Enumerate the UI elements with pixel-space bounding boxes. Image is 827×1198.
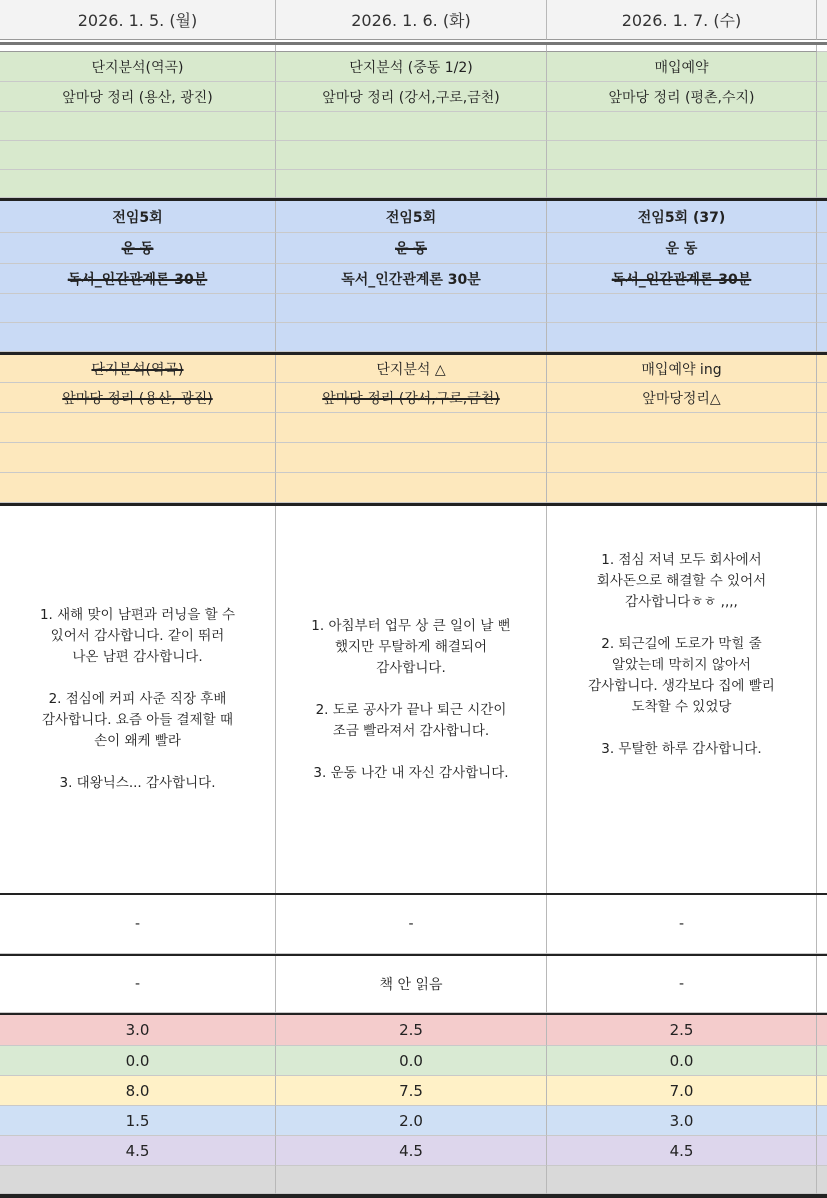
plan-row-empty [0, 112, 827, 141]
hours-cell[interactable]: 3.0 [0, 1015, 276, 1046]
result-cell[interactable]: 단지분석 △ [276, 355, 547, 383]
plan-cell[interactable]: 매입예약 [547, 52, 817, 82]
date-header-row [0, 0, 827, 40]
gratitude-note[interactable]: 1. 아침부터 업무 상 큰 일이 날 뻔 했지만 무탈하게 해결되어 감사합니다. 2. 도로 공사가 끝나 퇴근 시간이 조금 빨라져서 감사합니다. 3. 운동 나간 내 자신 감사합니다. [276, 506, 547, 894]
hours-cell[interactable]: 0.0 [547, 1046, 817, 1076]
routine-row [0, 264, 827, 294]
hours-cell[interactable]: 2.5 [276, 1015, 547, 1046]
memo-cell[interactable]: - [0, 895, 276, 954]
routine-cell[interactable]: 운 동 [547, 233, 817, 264]
result-row-empty [0, 413, 827, 443]
memo-cell[interactable]: - [547, 956, 817, 1013]
routine-row-empty [0, 323, 827, 352]
plan-cell[interactable]: 앞마당 정리 (용산, 광진) [0, 82, 276, 112]
routine-row-empty [0, 294, 827, 323]
plan-row [0, 82, 827, 112]
result-row [0, 383, 827, 413]
hours-cell[interactable]: 7.5 [276, 1076, 547, 1106]
result-cell[interactable]: 앞마당정리△ [547, 383, 817, 413]
hours-row-red [0, 1015, 827, 1046]
memo-cell[interactable]: 책 안 읽음 [276, 956, 547, 1013]
plan-cell[interactable]: 단지분석 (중동 1/2) [276, 52, 547, 82]
hours-row-green [0, 1046, 827, 1076]
plan-cell[interactable]: 앞마당 정리 (평촌,수지) [547, 82, 817, 112]
memo-row [0, 956, 827, 1013]
result-row-empty [0, 443, 827, 473]
gratitude-note[interactable]: 1. 새해 맞이 남편과 러닝을 할 수 있어서 감사합니다. 같이 뛰러 나온 남편 감사합니다. 2. 점심에 커피 사준 직장 후배 감사합니다. 요즘 아들 결제할 때 손이 왜케 빨라 3. 대왕닉스... 감사합니다. [0, 506, 276, 894]
plan-row-empty [0, 170, 827, 198]
result-cell-done[interactable]: 앞마당 정리 (용산, 광진) [0, 383, 276, 413]
plan-cell[interactable]: 앞마당 정리 (강서,구로,금천) [276, 82, 547, 112]
hours-cell[interactable]: 4.5 [0, 1136, 276, 1166]
result-row [0, 355, 827, 383]
routine-cell-done[interactable]: 독서_인간관계론 30분 [547, 264, 817, 294]
routine-cell[interactable]: 전임5회 [0, 201, 276, 233]
result-cell-done[interactable]: 단지분석(역곡) [0, 355, 276, 383]
routine-cell[interactable]: 전임5회 [276, 201, 547, 233]
gratitude-row [0, 506, 827, 894]
total-row [0, 1166, 827, 1194]
hours-cell[interactable]: 2.0 [276, 1106, 547, 1136]
routine-row [0, 201, 827, 233]
hours-row-purple [0, 1136, 827, 1166]
hours-row-blue [0, 1106, 827, 1136]
plan-row-empty [0, 141, 827, 170]
spacer-row [0, 45, 827, 52]
result-cell[interactable]: 매입예약 ing [547, 355, 817, 383]
routine-cell[interactable]: 독서_인간관계론 30분 [276, 264, 547, 294]
memo-cell[interactable]: - [547, 895, 817, 954]
section-divider [0, 1194, 827, 1198]
date-cell[interactable]: 2026. 1. 7. (수) [547, 0, 817, 40]
hours-row-yellow [0, 1076, 827, 1106]
date-cell[interactable]: 2026. 1. 6. (화) [276, 0, 547, 40]
date-cell[interactable]: 2026. 1. 5. (월) [0, 0, 276, 40]
hours-cell[interactable]: 4.5 [276, 1136, 547, 1166]
result-row-empty [0, 473, 827, 503]
memo-cell[interactable]: - [276, 895, 547, 954]
hours-cell[interactable]: 0.0 [0, 1046, 276, 1076]
memo-row [0, 895, 827, 954]
hours-cell[interactable]: 7.0 [547, 1076, 817, 1106]
hours-cell[interactable]: 2.5 [547, 1015, 817, 1046]
memo-cell[interactable]: - [0, 956, 276, 1013]
routine-cell[interactable]: 전임5회 (37) [547, 201, 817, 233]
gratitude-note[interactable]: 1. 점심 저녁 모두 회사에서 회사돈으로 해결할 수 있어서 감사합니다ㅎㅎ ,,,, 2. 퇴근길에 도로가 막힐 줄 알았는데 막히지 않아서 감사합니다. 생각보다 집에 빨리 도착할 수 있었당 3. 무탈한 하루 감사합니다. [547, 506, 817, 894]
hours-cell[interactable]: 8.0 [0, 1076, 276, 1106]
hours-cell[interactable]: 1.5 [0, 1106, 276, 1136]
hours-cell[interactable]: 4.5 [547, 1136, 817, 1166]
hours-cell[interactable]: 3.0 [547, 1106, 817, 1136]
plan-cell[interactable]: 단지분석(역곡) [0, 52, 276, 82]
routine-cell-done[interactable]: 운 동 [276, 233, 547, 264]
routine-row [0, 233, 827, 264]
result-cell-done[interactable]: 앞마당 정리 (강서,구로,금천) [276, 383, 547, 413]
hours-cell[interactable]: 0.0 [276, 1046, 547, 1076]
routine-cell-done[interactable]: 운 동 [0, 233, 276, 264]
empty-cell[interactable] [817, 0, 827, 40]
routine-cell-done[interactable]: 독서_인간관계론 30분 [0, 264, 276, 294]
plan-row [0, 52, 827, 82]
